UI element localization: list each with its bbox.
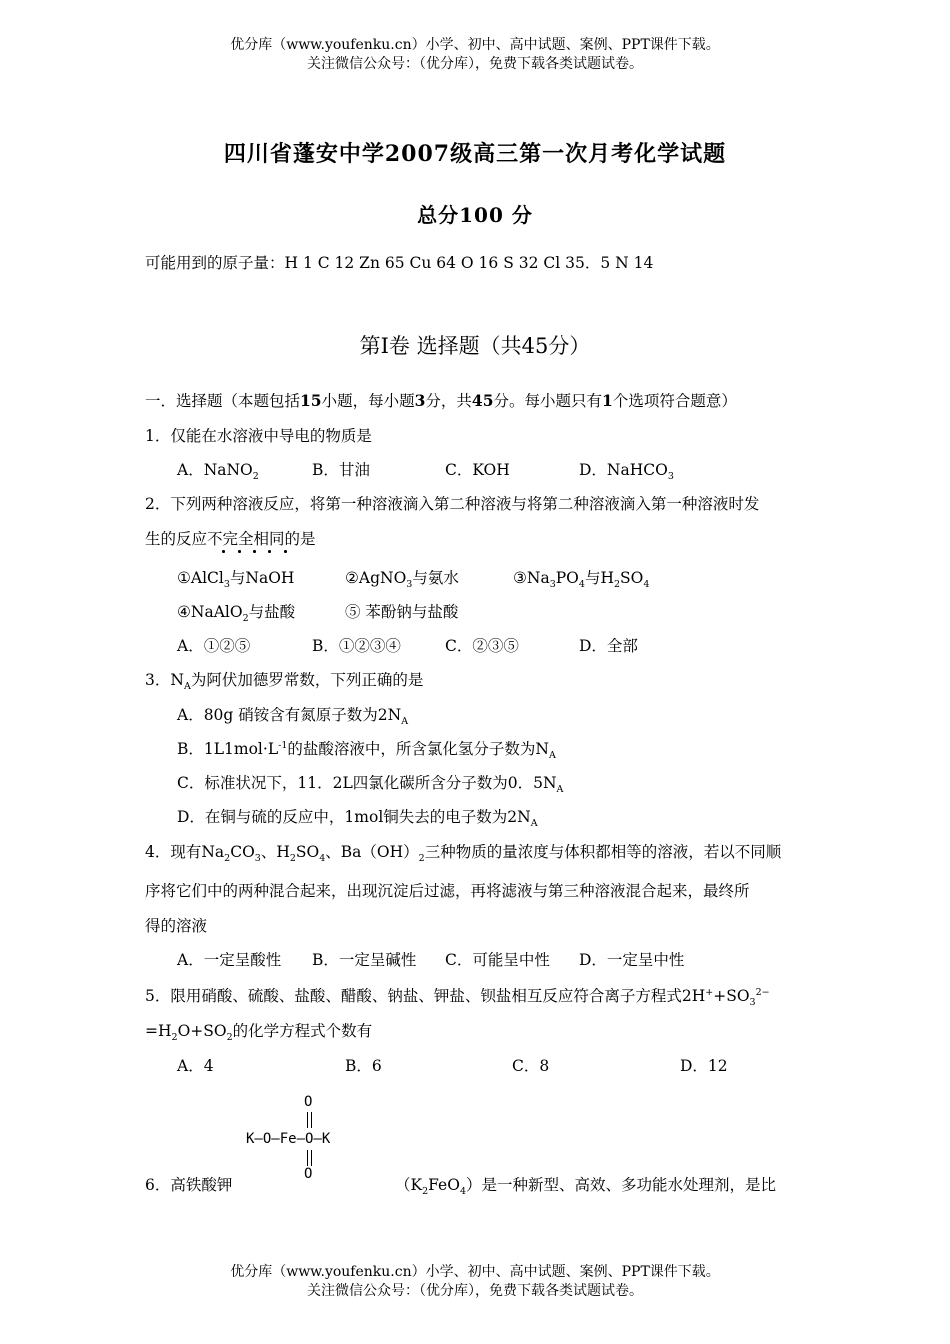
header-line-2: 关注微信公众号：（优分库），免费下载各类试题试卷。 <box>307 56 643 72</box>
q2-option-d: D．全部 <box>579 637 638 655</box>
q4-option-a: A．一定呈酸性 <box>177 951 282 969</box>
question-4-stem-line-1: 4．现有$Na_2CO_3$、$H_2SO_4$、$Ba(OH)_2$三种物质的量浓度与体积都相等的溶液，若以不同顺 <box>145 843 782 865</box>
struct-main-chain: K—O—Fe—O—K <box>246 1131 331 1147</box>
exam-title: 四川省蓬安中学2007级高三第一次月考化学试题 <box>223 141 727 167</box>
q5-option-a: A．4 <box>177 1057 214 1075</box>
struct-double-bond-top <box>307 1112 312 1128</box>
section-instruction: 一．选择题（本题包括15小题，每小题3分，共45分。每小题只有1个选项符合题意） <box>145 391 737 410</box>
q1-option-c: C．KOH <box>445 461 510 479</box>
q3-option-a: A．80g 硝铵含有氮原子数为$2N_A$ <box>177 706 409 728</box>
q2-item-1: ①AlCl$_3$与NaOH <box>177 569 295 591</box>
q2-item-3: $③Na_3PO_4$与$H_2SO_4$ <box>513 569 650 591</box>
q5-option-b: B．6 <box>345 1057 382 1075</box>
question-4-stem-line-3: 得的溶液 <box>145 917 208 935</box>
question-5-stem-line-2: $=H_2O+SO_2$的化学方程式个数有 <box>145 1022 373 1044</box>
q2-option-a: A．①②⑤ <box>177 637 251 655</box>
q4-option-c: C．可能呈中性 <box>445 951 550 969</box>
struct-double-bond-bottom <box>307 1150 312 1166</box>
question-6-stem-start: 6．高铁酸钾 <box>145 1176 233 1194</box>
question-1-stem: 1．仅能在水溶液中导电的物质是 <box>145 427 372 445</box>
q3-option-b: B．$1L1mol\cdot L^{-1}$的盐酸溶液中，所含氯化氢分子数为$N_A$ <box>177 739 556 762</box>
emphasis-dot <box>222 550 225 553</box>
footer-line-2: 关注微信公众号：（优分库），免费下载各类试题试卷。 <box>307 1283 643 1299</box>
question-6-stem-rest: $(K_2FeO_4)$是一种新型、高效、多功能水处理剂，是比 <box>395 1176 776 1198</box>
question-5-stem-line-1: 5．限用硝酸、硫酸、盐酸、醋酸、钠盐、钾盐、钡盐相互反应符合离子方程式$2H^++SO_3^{2-}$ <box>145 986 770 1009</box>
question-2-stem-line-1: 2．下列两种溶液反应，将第一种溶液滴入第二种溶液与将第二种溶液滴入第一种溶液时发 <box>145 495 760 513</box>
q2-item-5: ⑤ 苯酚钠与盐酸 <box>345 603 459 621</box>
atomic-masses: 可能用到的原子量：H 1 C 12 Zn 65 Cu 64 O 16 S 32 Cl 35．5 N 14 <box>145 254 654 272</box>
emphasis-dot <box>284 550 287 553</box>
q2-item-2: ②AgNO$_3$与氨水 <box>345 569 459 591</box>
q3-option-d: D．在铜与硫的反应中，1mol铜失去的电子数为$2N_A$ <box>177 808 538 830</box>
q4-option-b: B．一定呈碱性 <box>312 951 417 969</box>
struct-oxygen-top: O <box>304 1094 313 1110</box>
struct-oxygen-bottom: O <box>304 1166 313 1182</box>
q5-option-d: D．12 <box>680 1057 728 1075</box>
emphasis-dot <box>238 550 241 553</box>
q5-option-c: C．8 <box>512 1057 550 1075</box>
emphasis-dot <box>268 550 271 553</box>
q2-item-4: ④NaAlO$_2$与盐酸 <box>177 603 296 625</box>
total-score: 总分100 分 <box>417 203 533 227</box>
q1-option-b: B．甘油 <box>312 461 370 479</box>
footer-line-1: 优分库（www.youfenku.cn）小学、初中、高中试题、案例、PPT课件下载。 <box>230 1264 720 1280</box>
question-4-stem-line-2: 序将它们中的两种混合起来，出现沉淀后过滤，再将滤液与第三种溶液混合起来，最终所 <box>145 882 750 900</box>
header-line-1: 优分库（www.youfenku.cn）小学、初中、高中试题、案例、PPT课件下载。 <box>230 37 720 53</box>
emphasis-dot <box>253 550 256 553</box>
q4-option-d: D．一定呈中性 <box>579 951 685 969</box>
part-title: 第Ⅰ卷 选择题（共45分） <box>359 334 591 358</box>
q2-option-b: B．①②③④ <box>312 637 401 655</box>
q1-option-d: D．NaHCO$_3$ <box>579 461 674 483</box>
q1-option-a: A．NaNO$_2$ <box>177 461 259 483</box>
q3-option-c: C．标准状况下，11．2L四氯化碳所含分子数为0．$5N_A$ <box>177 774 564 796</box>
q2-option-c: C．②③⑤ <box>445 637 519 655</box>
question-2-stem-line-2: 生的反应不完全相同的是 <box>145 530 316 548</box>
question-3-stem: 3．$N_A$为阿伏加德罗常数，下列正确的是 <box>145 671 424 693</box>
